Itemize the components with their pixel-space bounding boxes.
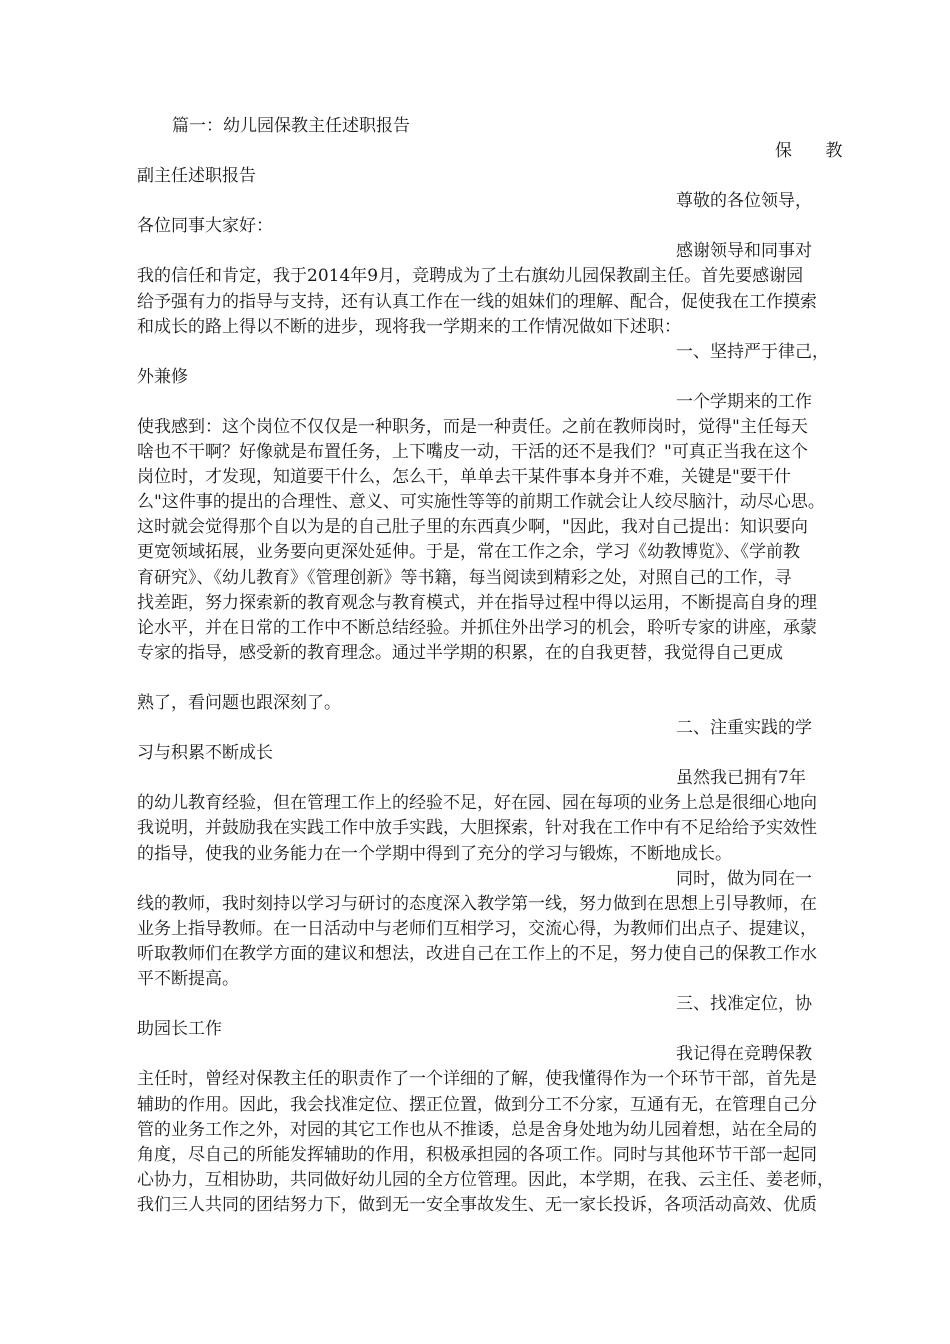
text-line: 使我感到：这个岗位不仅仅是一种职务，而是一种责任。之前在教师岗时，觉得"主任每天 [137, 417, 808, 437]
text-line: 的指导，使我的业务能力在一个学期中得到了充分的学习与锻炼，不断地成长。 [137, 844, 732, 864]
text-line: 专家的指导，感受新的教育理念。通过半学期的积累，在的自我更替，我觉得自己更成 [137, 643, 783, 663]
text-line: 的幼儿教育经验，但在管理工作上的经验不足，好在园、园在每项的业务上总是很细心地向 [137, 793, 817, 813]
text-line: 和成长的路上得以不断的进步，现将我一学期来的工作情况做如下述职： [137, 317, 681, 337]
section-heading: 二、注重实践的学 [676, 718, 812, 738]
text-line: 一个学期来的工作 [676, 392, 812, 412]
text-line: 我记得在竞聘保教 [676, 1044, 812, 1064]
text-line: 心协力，互相协助，共同做好幼儿园的全方位管理。因此，本学期，在我、云主任、姜老师， [137, 1170, 834, 1190]
text-line: 我们三人共同的团结努力下，做到无一安全事故发生、无一家长投诉，各项活动高效、优质 [137, 1195, 817, 1215]
text-line: 熟了，看问题也跟深刻了。 [137, 693, 341, 713]
text-line: 论水平，并在日常的工作中不断总结经验。并抓住外出学习的机会，聆听专家的讲座，承蒙 [137, 618, 817, 638]
text-line: 啥也不干啊？好像就是布置任务，上下嘴皮一动，干活的还不是我们？"可真正当我在这个 [137, 442, 808, 462]
text-line: 我说明，并鼓励我在实践工作中放手实践，大胆探索，针对我在工作中有不足给给予实效性 [137, 818, 817, 838]
text-line: 同时，做为同在一 [676, 869, 812, 889]
document-title: 篇一：幼儿园保教主任述职报告 [172, 116, 410, 136]
section-heading: 一、坚持严于律己， [676, 342, 829, 362]
text-line: 么"这件事的提出的合理性、意义、可实施性等等的前期工作就会让人绞尽脑汁，动尽心思。 [137, 492, 825, 512]
text-line: 平不断提高。 [137, 969, 239, 989]
section-heading: 外兼修 [137, 367, 188, 387]
text-line: 更宽领域拓展，业务要向更深处延伸。于是，常在工作之余，学习《幼教博览》、《学前教 [137, 542, 800, 562]
text-line: 育研究》、《幼儿教育》《管理创新》等书籍，每当阅读到精彩之处，对照自己的工作，寻 [137, 568, 792, 588]
text-line: 主任时，曾经对保教主任的职责作了一个详细的了解，使我懂得作为一个环节干部，首先是 [137, 1069, 817, 1089]
text-line: 我的信任和肯定，我于2014年9月，竞聘成为了土右旗幼儿园保教副主任。首先要感谢园 [137, 266, 804, 286]
text-line: 管的业务工作之外，对园的其它工作也从不推诿，总是舍身处地为幼儿园着想，站在全局的 [137, 1120, 817, 1140]
text-line: 虽然我已拥有7年 [676, 768, 806, 788]
text-line: 感谢领导和同事对 [676, 241, 812, 261]
section-heading: 习与积累不断成长 [137, 743, 273, 763]
text-line: 业务上指导教师。在一日活动中与老师们互相学习，交流心得，为教师们出点子、提建议， [137, 919, 817, 939]
text-line: 给予强有力的指导与支持，还有认真工作在一线的姐妹们的理解、配合，促使我在工作摸索 [137, 292, 817, 312]
heading-line: 副主任述职报告 [137, 166, 256, 186]
text-line: 听取教师们在教学方面的建议和想法，改进自己在工作上的不足，努力使自己的保教工作水 [137, 944, 817, 964]
text-line: 找差距，努力探索新的教育观念与教育模式，并在指导过程中得以运用，不断提高自身的理 [137, 593, 817, 613]
text-line: 岗位时，才发现，知道要干什么，怎么干，单单去干某件事本身并不难，关键是"要干什 [137, 467, 791, 487]
text-line: 线的教师，我时刻持以学习与研讨的态度深入教学第一线，努力做到在思想上引导教师，在 [137, 894, 817, 914]
salutation-line: 尊敬的各位领导， [676, 191, 812, 211]
text-line: 辅助的作用。因此，我会找准定位、摆正位置，做到分工不分家，互通有无，在管理自己分 [137, 1095, 817, 1115]
section-heading: 助园长工作 [137, 1019, 222, 1039]
salutation-line: 各位同事大家好： [137, 216, 273, 236]
section-heading: 三、找准定位，协 [676, 994, 812, 1014]
text-line: 这时就会觉得那个自以为是的自己肚子里的东西真少啊，"因此，我对自己提出：知识要向 [137, 517, 808, 537]
text-line: 角度，尽自己的所能发挥辅助的作用，积极承担园的各项工作。同时与其他环节干部一起同 [137, 1145, 817, 1165]
heading-line: 保 教 [775, 141, 857, 161]
